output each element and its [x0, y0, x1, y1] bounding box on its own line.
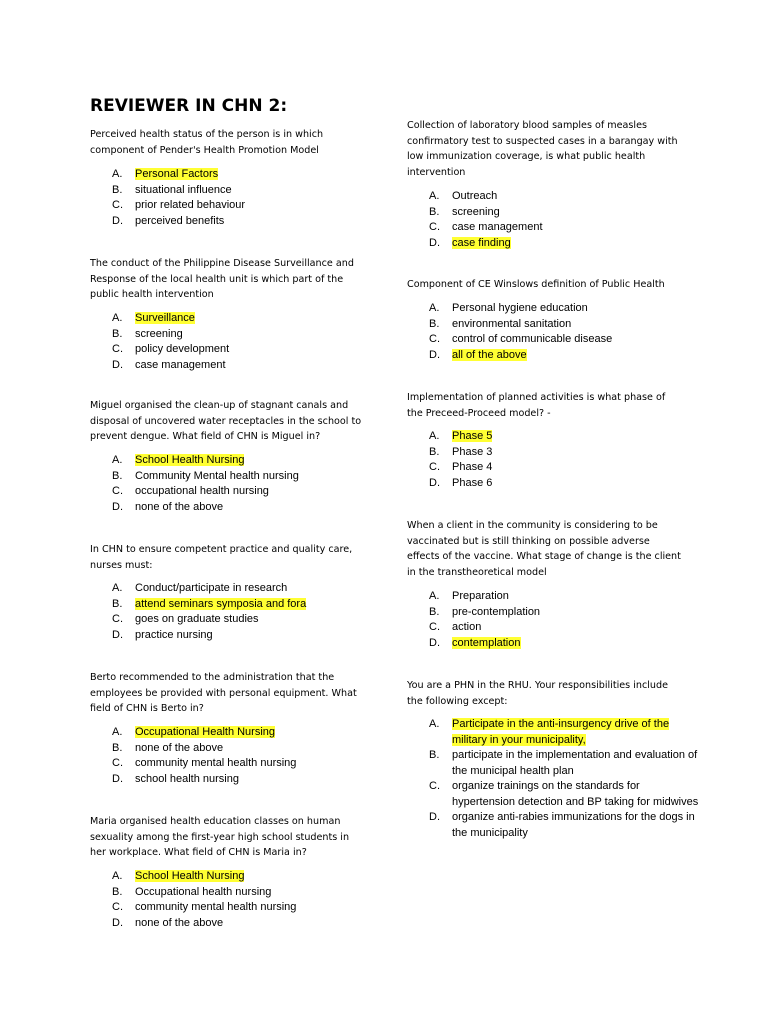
option-text: perceived benefits: [135, 214, 225, 227]
question-text: Maria organised health education classes on human sexuality among the first-year high school students in her workplace. What field of CHN is Maria in?: [90, 816, 350, 859]
option-letter: B.: [112, 741, 123, 754]
option-c: [429, 332, 702, 348]
question-text: In CHN to ensure competent practice and quality care, nurses must:: [90, 544, 353, 571]
option-a: [112, 311, 385, 327]
option-c: [429, 220, 702, 236]
option-a: [112, 581, 385, 597]
option-d: [429, 236, 702, 252]
question-text: The conduct of the Philippine Disease Surveillance and Response of the local health unit is which part of the public health intervention: [90, 258, 354, 301]
question-text: Miguel organised the clean-up of stagnant canals and disposal of uncovered water receptacles in the school to prevent dengue. What field of CHN is Miguel in?: [90, 400, 362, 443]
option-a: [429, 429, 702, 445]
option-b: [112, 597, 385, 613]
option-text: none of the above: [135, 741, 224, 754]
option-list: [112, 311, 385, 373]
option-text: Conduct/participate in research: [135, 582, 288, 594]
option-text: prior related behaviour: [135, 199, 246, 211]
option-a: [429, 189, 702, 205]
option-a: [429, 301, 702, 317]
option-text-highlighted: all of the above: [452, 348, 527, 361]
question-text: When a client in the community is considering to be vaccinated but is still thinking on possible adverse effects of the vaccine. What stage of change is the client in the transtheoretical model: [407, 520, 681, 578]
option-letter: D.: [112, 358, 123, 371]
option-text-highlighted: Occupational Health Nursing: [135, 726, 276, 738]
option-letter: A.: [429, 430, 440, 442]
option-letter: B.: [429, 749, 440, 761]
option-list: [112, 725, 385, 787]
option-letter: B.: [429, 445, 440, 458]
option-letter: D.: [429, 811, 440, 823]
page-title: REVIEWER IN CHN 2:: [90, 96, 288, 116]
option-b: [429, 205, 702, 221]
option-letter: A.: [112, 726, 123, 738]
option-text: Community Mental health nursing: [135, 469, 299, 482]
option-letter: D.: [429, 476, 440, 489]
option-text: school health nursing: [135, 772, 239, 785]
option-c: [429, 620, 702, 636]
option-text: goes on graduate studies: [135, 613, 259, 625]
option-text-highlighted: contemplation: [452, 636, 521, 649]
option-c: [112, 342, 385, 358]
option-text: Personal hygiene education: [452, 302, 588, 314]
option-d: [429, 636, 702, 652]
option-list: [429, 429, 702, 491]
option-letter: C.: [112, 199, 123, 211]
option-list: [429, 189, 702, 251]
option-text: situational influence: [135, 183, 232, 196]
option-b: [429, 748, 702, 779]
option-text: organize anti-rabies immunizations for the dogs in the municipality: [452, 811, 695, 839]
option-letter: B.: [429, 605, 440, 618]
question-text: Perceived health status of the person is in which component of Pender's Health Promotion Model: [90, 129, 324, 156]
option-text-highlighted: School Health Nursing: [135, 870, 245, 882]
question-text: You are a PHN in the RHU. Your responsibilities include the following except:: [407, 680, 668, 707]
option-letter: B.: [112, 597, 123, 610]
option-letter: D.: [112, 500, 123, 513]
option-text: Phase 6: [452, 476, 493, 489]
option-letter: D.: [112, 628, 123, 641]
option-text: Phase 4: [452, 461, 493, 473]
option-a: [429, 717, 702, 748]
question-text: Collection of laboratory blood samples of measles confirmatory test to suspected cases in a barangay with low immunization coverage, is what public health intervention: [407, 120, 678, 178]
option-c: [112, 612, 385, 628]
option-c: [429, 460, 702, 476]
option-text: none of the above: [135, 916, 224, 929]
option-list: [112, 167, 385, 229]
option-text-highlighted: School Health Nursing: [135, 454, 245, 466]
option-letter: C.: [112, 485, 123, 497]
option-b: [429, 605, 702, 621]
option-d: [112, 500, 385, 516]
option-d: [429, 476, 702, 492]
option-text: Phase 3: [452, 445, 493, 458]
option-letter: D.: [112, 916, 123, 929]
option-letter: A.: [112, 454, 123, 466]
option-letter: B.: [112, 327, 123, 340]
option-list: [429, 717, 702, 841]
option-b: [112, 741, 385, 757]
option-list: [112, 581, 385, 643]
option-a: [112, 167, 385, 183]
option-text: none of the above: [135, 500, 224, 513]
option-letter: D.: [112, 214, 123, 227]
option-text: environmental sanitation: [452, 317, 572, 330]
option-a: [112, 453, 385, 469]
option-c: [112, 900, 385, 916]
option-c: [429, 779, 702, 810]
option-a: [112, 725, 385, 741]
option-b: [112, 469, 385, 485]
option-c: [112, 484, 385, 500]
option-letter: C.: [429, 461, 440, 473]
option-text: action: [452, 621, 482, 633]
option-letter: A.: [429, 590, 440, 602]
option-text: case management: [452, 221, 543, 233]
option-letter: C.: [429, 333, 440, 345]
option-text-highlighted: Participate in the anti-insurgency drive of the military in your municipality,: [452, 718, 670, 746]
option-text: practice nursing: [135, 628, 213, 641]
option-text-highlighted: case finding: [452, 236, 511, 249]
option-letter: D.: [429, 236, 440, 249]
option-b: [112, 183, 385, 199]
option-text: case management: [135, 358, 226, 371]
option-b: [429, 317, 702, 333]
option-a: [112, 869, 385, 885]
option-text: organize trainings on the standards for hypertension detection and BP taking for midwives: [452, 780, 699, 808]
option-text: Occupational health nursing: [135, 885, 272, 898]
option-letter: A.: [429, 718, 440, 730]
option-d: [429, 810, 702, 841]
question-text: Component of CE Winslows definition of Public Health: [407, 279, 665, 290]
option-d: [429, 348, 702, 364]
option-letter: C.: [429, 621, 440, 633]
option-text-highlighted: Personal Factors: [135, 168, 219, 180]
option-letter: C.: [429, 780, 440, 792]
option-text: pre-contemplation: [452, 605, 541, 618]
question-text: Berto recommended to the administration that the employees be provided with personal equipment. What field of CHN is Berto in?: [90, 672, 357, 715]
option-a: [429, 589, 702, 605]
option-text: screening: [135, 327, 183, 340]
option-letter: B.: [429, 205, 440, 218]
option-text-highlighted: Phase 5: [452, 430, 493, 442]
option-c: [112, 756, 385, 772]
option-letter: C.: [112, 757, 123, 769]
option-text: participate in the implementation and evaluation of the municipal health plan: [452, 749, 698, 777]
option-b: [112, 327, 385, 343]
option-letter: B.: [112, 183, 123, 196]
option-text: Outreach: [452, 190, 498, 202]
option-c: [112, 198, 385, 214]
option-d: [112, 772, 385, 788]
option-text: community mental health nursing: [135, 757, 297, 769]
option-b: [112, 885, 385, 901]
option-letter: D.: [429, 348, 440, 361]
question-text: Implementation of planned activities is what phase of the Preceed-Proceed model? -: [407, 392, 666, 419]
option-d: [112, 916, 385, 932]
option-letter: B.: [429, 317, 440, 330]
option-text: community mental health nursing: [135, 901, 297, 913]
option-text: Preparation: [452, 590, 509, 602]
option-letter: B.: [112, 469, 123, 482]
option-letter: A.: [112, 168, 123, 180]
option-list: [112, 453, 385, 515]
option-letter: D.: [429, 636, 440, 649]
option-letter: C.: [429, 221, 440, 233]
option-d: [112, 358, 385, 374]
option-letter: B.: [112, 885, 123, 898]
option-d: [112, 214, 385, 230]
option-letter: A.: [112, 312, 123, 324]
option-letter: D.: [112, 772, 123, 785]
option-letter: A.: [429, 302, 440, 314]
option-text: policy development: [135, 343, 230, 355]
option-letter: C.: [112, 613, 123, 625]
option-text: occupational health nursing: [135, 485, 269, 497]
option-list: [429, 301, 702, 363]
option-letter: C.: [112, 901, 123, 913]
option-d: [112, 628, 385, 644]
option-letter: A.: [429, 190, 440, 202]
option-list: [429, 589, 702, 651]
option-text: screening: [452, 205, 500, 218]
option-b: [429, 445, 702, 461]
option-text-highlighted: attend seminars symposia and fora: [135, 597, 307, 610]
option-letter: A.: [112, 870, 123, 882]
option-text-highlighted: Surveillance: [135, 312, 195, 324]
option-letter: A.: [112, 582, 123, 594]
option-list: [112, 869, 385, 931]
option-text: control of communicable disease: [452, 333, 613, 345]
option-letter: C.: [112, 343, 123, 355]
